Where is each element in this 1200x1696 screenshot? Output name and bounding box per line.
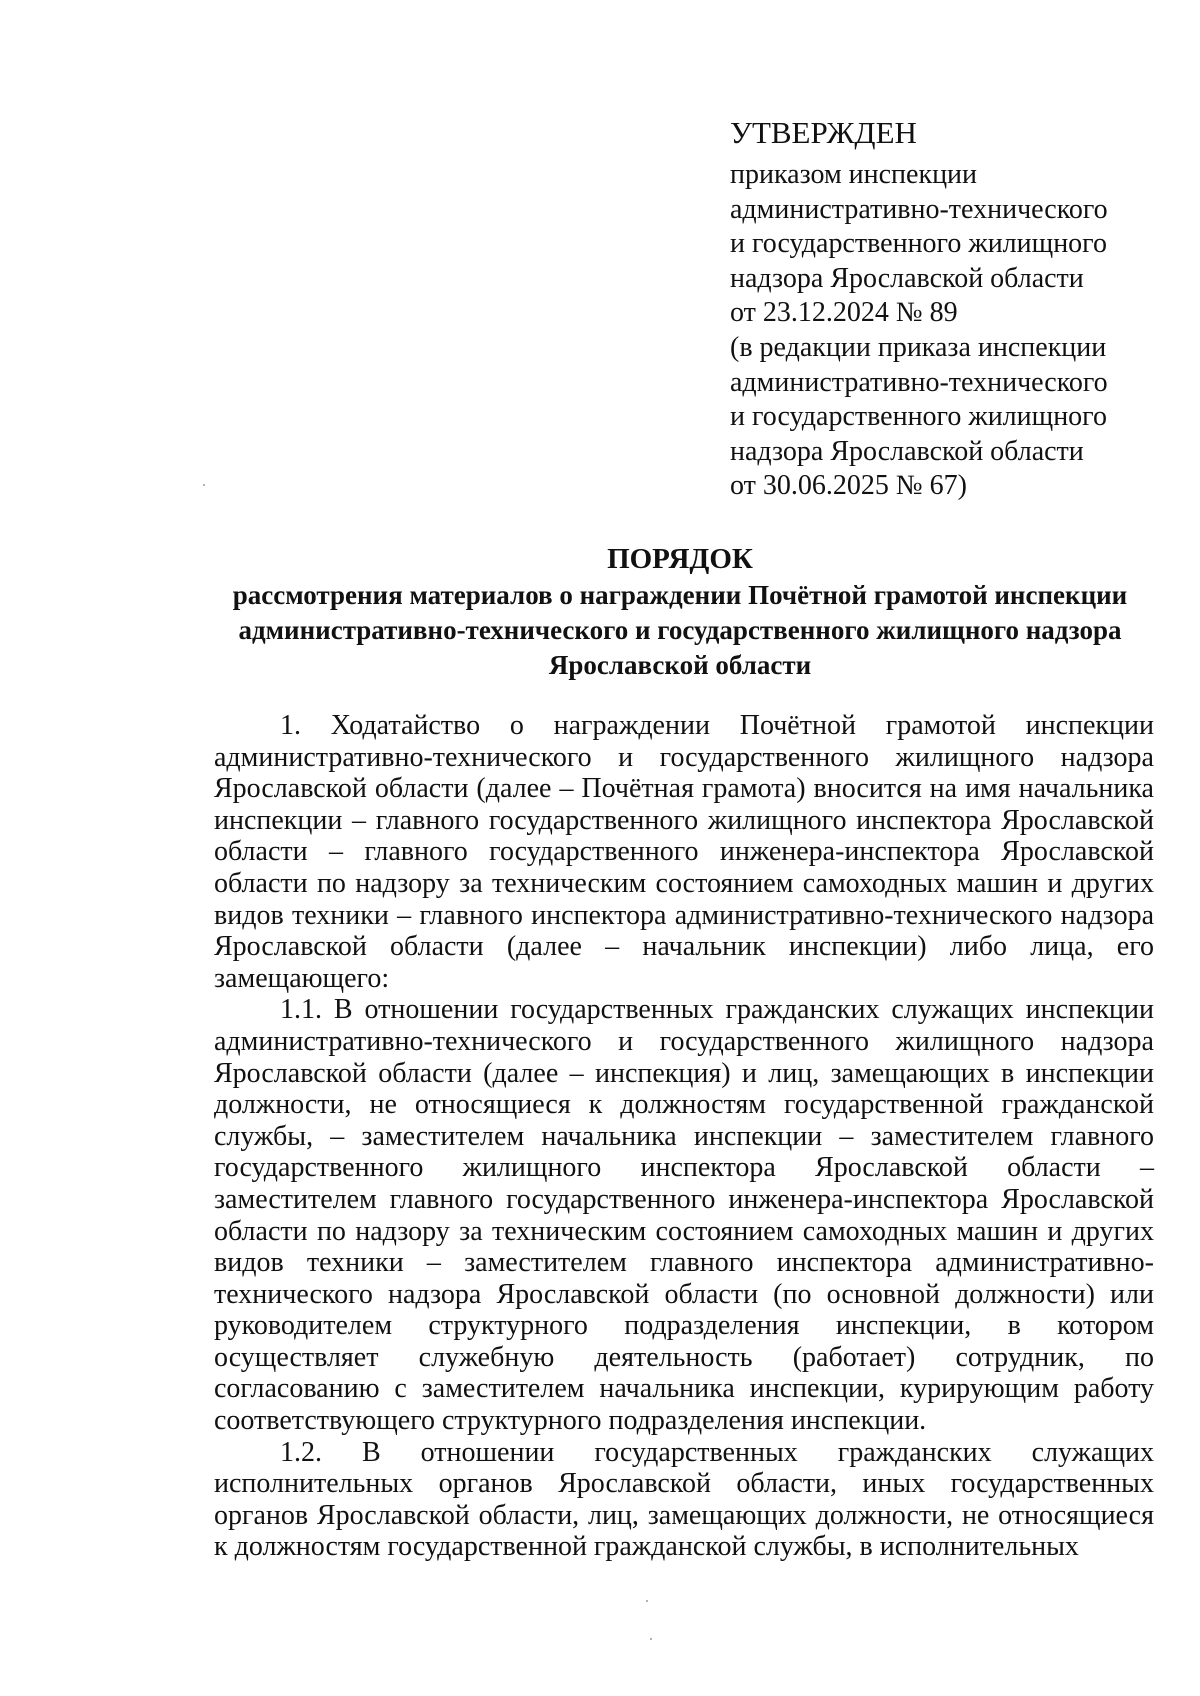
approval-line: надзора Ярославской области <box>730 262 1084 294</box>
approval-line: административно-технического <box>730 366 1108 398</box>
document-title: ПОРЯДОК <box>607 543 753 575</box>
approval-date-line: от 23.12.2024 № 89 <box>730 297 958 329</box>
document-subtitle-line: Ярославской области <box>548 650 812 680</box>
scan-artifact <box>650 1638 652 1640</box>
approval-line: административно-технического <box>730 193 1108 225</box>
approval-stamp-block <box>730 110 1160 504</box>
document-subtitle-line: административно-технического и государственного жилищного надзора <box>238 615 1122 645</box>
scan-artifact <box>646 1600 648 1602</box>
paragraph-1-2: 1.2. В отношении государственных гражданских служащих исполнительных органов Ярославской области, иных государственных органов Ярославской области, лиц, замещающих должности, не относящиеся к должностям государственной гражданской службы, в исполнительных <box>214 1436 1154 1563</box>
approval-line: и государственного жилищного <box>730 228 1107 260</box>
approval-line: (в редакции приказа инспекции <box>730 331 1107 363</box>
approval-line: надзора Ярославской области <box>730 435 1084 467</box>
approval-line: и государственного жилищного <box>730 401 1107 433</box>
approval-heading: УТВЕРЖДЕН <box>730 115 917 150</box>
scan-artifact <box>203 484 205 486</box>
document-title-block <box>200 540 1160 683</box>
document-subtitle-line: рассмотрения материалов о награждении Почётной грамотой инспекции <box>232 580 1128 610</box>
paragraph-1: 1. Ходатайство о награждении Почётной грамотой инспекции административно-технического и государственного жилищного надзора Ярославской области (далее – Почётная грамота) вносится на имя начальника инспекции – главного государственного жилищного инспектора Ярославской области – главного государственного инженера-инспектора Ярославской области по надзору за техническим состоянием самоходных машин и других видов техники – главного инспектора административно-технического надзора Ярославской области (далее – начальник инспекции) либо лица, его замещающего: <box>214 710 1154 994</box>
paragraph-1-1: 1.1. В отношении государственных гражданских служащих инспекции административно-технического и государственного жилищного надзора Ярославской области (далее – инспекция) и лиц, замещающих в инспекции должности, не относящиеся к должностям государственной гражданской службы, – заместителем начальника инспекции – заместителем главного государственного жилищного инспектора Ярославской области – заместителем главного государственного инженера-инспектора Ярославской области по надзору за техническим состоянием самоходных машин и других видов техники – заместителем главного инспектора административно-технического надзора Ярославской области (по основной должности) или руководителем структурного подразделения инспекции, в котором осуществляет служебную деятельность (работает) сотрудник, по согласованию с заместителем начальника инспекции, курирующим работу соответствующего структурного подразделения инспекции. <box>214 994 1154 1437</box>
approval-line: приказом инспекции <box>730 159 978 190</box>
document-body <box>214 710 1154 1563</box>
approval-date-line: от 30.06.2025 № 67) <box>730 470 967 502</box>
